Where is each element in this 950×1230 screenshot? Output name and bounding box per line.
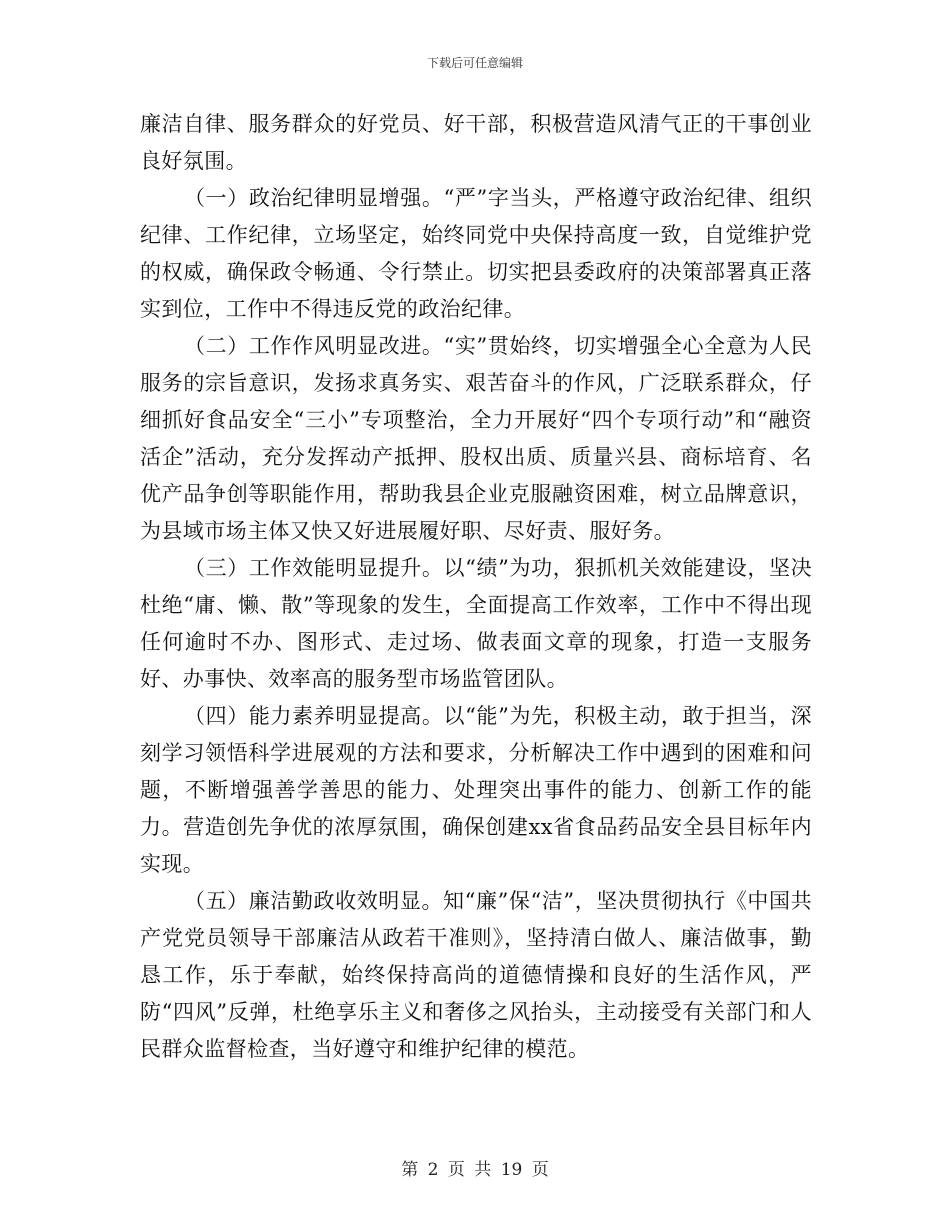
paragraph-integrity: （五）廉洁勤政收效明显。知“廉”保“洁”，坚决贯彻执行《中国共产党党员领导干部廉洁从政若干准则》，坚持清白做人、廉洁做事，勤恳工作，乐于奉献，始终保持高尚的道德情操和良好的生活作风，严防“四风”反弹，杜绝享乐主义和奢侈之风抬头，主动接受有关部门和人民群众监督检查，当好遵守和维护纪律的模范。 bbox=[140, 889, 812, 1061]
paragraph-political-discipline: （一）政治纪律明显增强。“严”字当头，严格遵守政治纪律、组织纪律、工作纪律，立场坚定，始终同党中央保持高度一致，自觉维护党的权威，确保政令畅通、令行禁止。切实把县委政府的决策部署真正落实到位，工作中不得违反党的政治纪律。 bbox=[140, 186, 812, 321]
document-body bbox=[140, 106, 812, 1068]
page-number-footer: 第 2 页 共 19 页 bbox=[401, 1160, 549, 1180]
paragraph-work-efficiency: （三）工作效能明显提升。以“绩”为功，狠抓机关效能建设，坚决杜绝“庸、懒、散”等现象的发生，全面提高工作效率，工作中不得出现任何逾时不办、图形式、走过场、做表面文章的现象，打造一支服务好、办事快、效率高的服务型市场监管团队。 bbox=[140, 556, 812, 691]
paragraph-continued: 廉洁自律、服务群众的好党员、好干部，积极营造风清气正的干事创业良好氛围。 bbox=[140, 112, 812, 173]
paragraph-work-style: （二）工作作风明显改进。“实”贯始终，切实增强全心全意为人民服务的宗旨意识，发扬求真务实、艰苦奋斗的作风，广泛联系群众，仔细抓好食品安全“三小”专项整治，全力开展好“四个专项行动”和“融资活企”活动，充分发挥动产抵押、股权出质、质量兴县、商标培育、名优产品争创等职能作用，帮助我县企业克服融资困难，树立品牌意识，为县域市场主体又快又好进展履好职、尽好责、服好务。 bbox=[140, 334, 812, 543]
page-header: 下载后可任意编辑 bbox=[426, 56, 523, 70]
paragraph-ability: （四）能力素养明显提高。以“能”为先，积极主动，敢于担当，深刻学习领悟科学进展观的方法和要求，分析解决工作中遇到的困难和问题，不断增强善学善思的能力、处理突出事件的能力、创新工作的能力。营造创先争优的浓厚氛围，确保创建xx省食品药品安全县目标年内实现。 bbox=[140, 704, 812, 876]
